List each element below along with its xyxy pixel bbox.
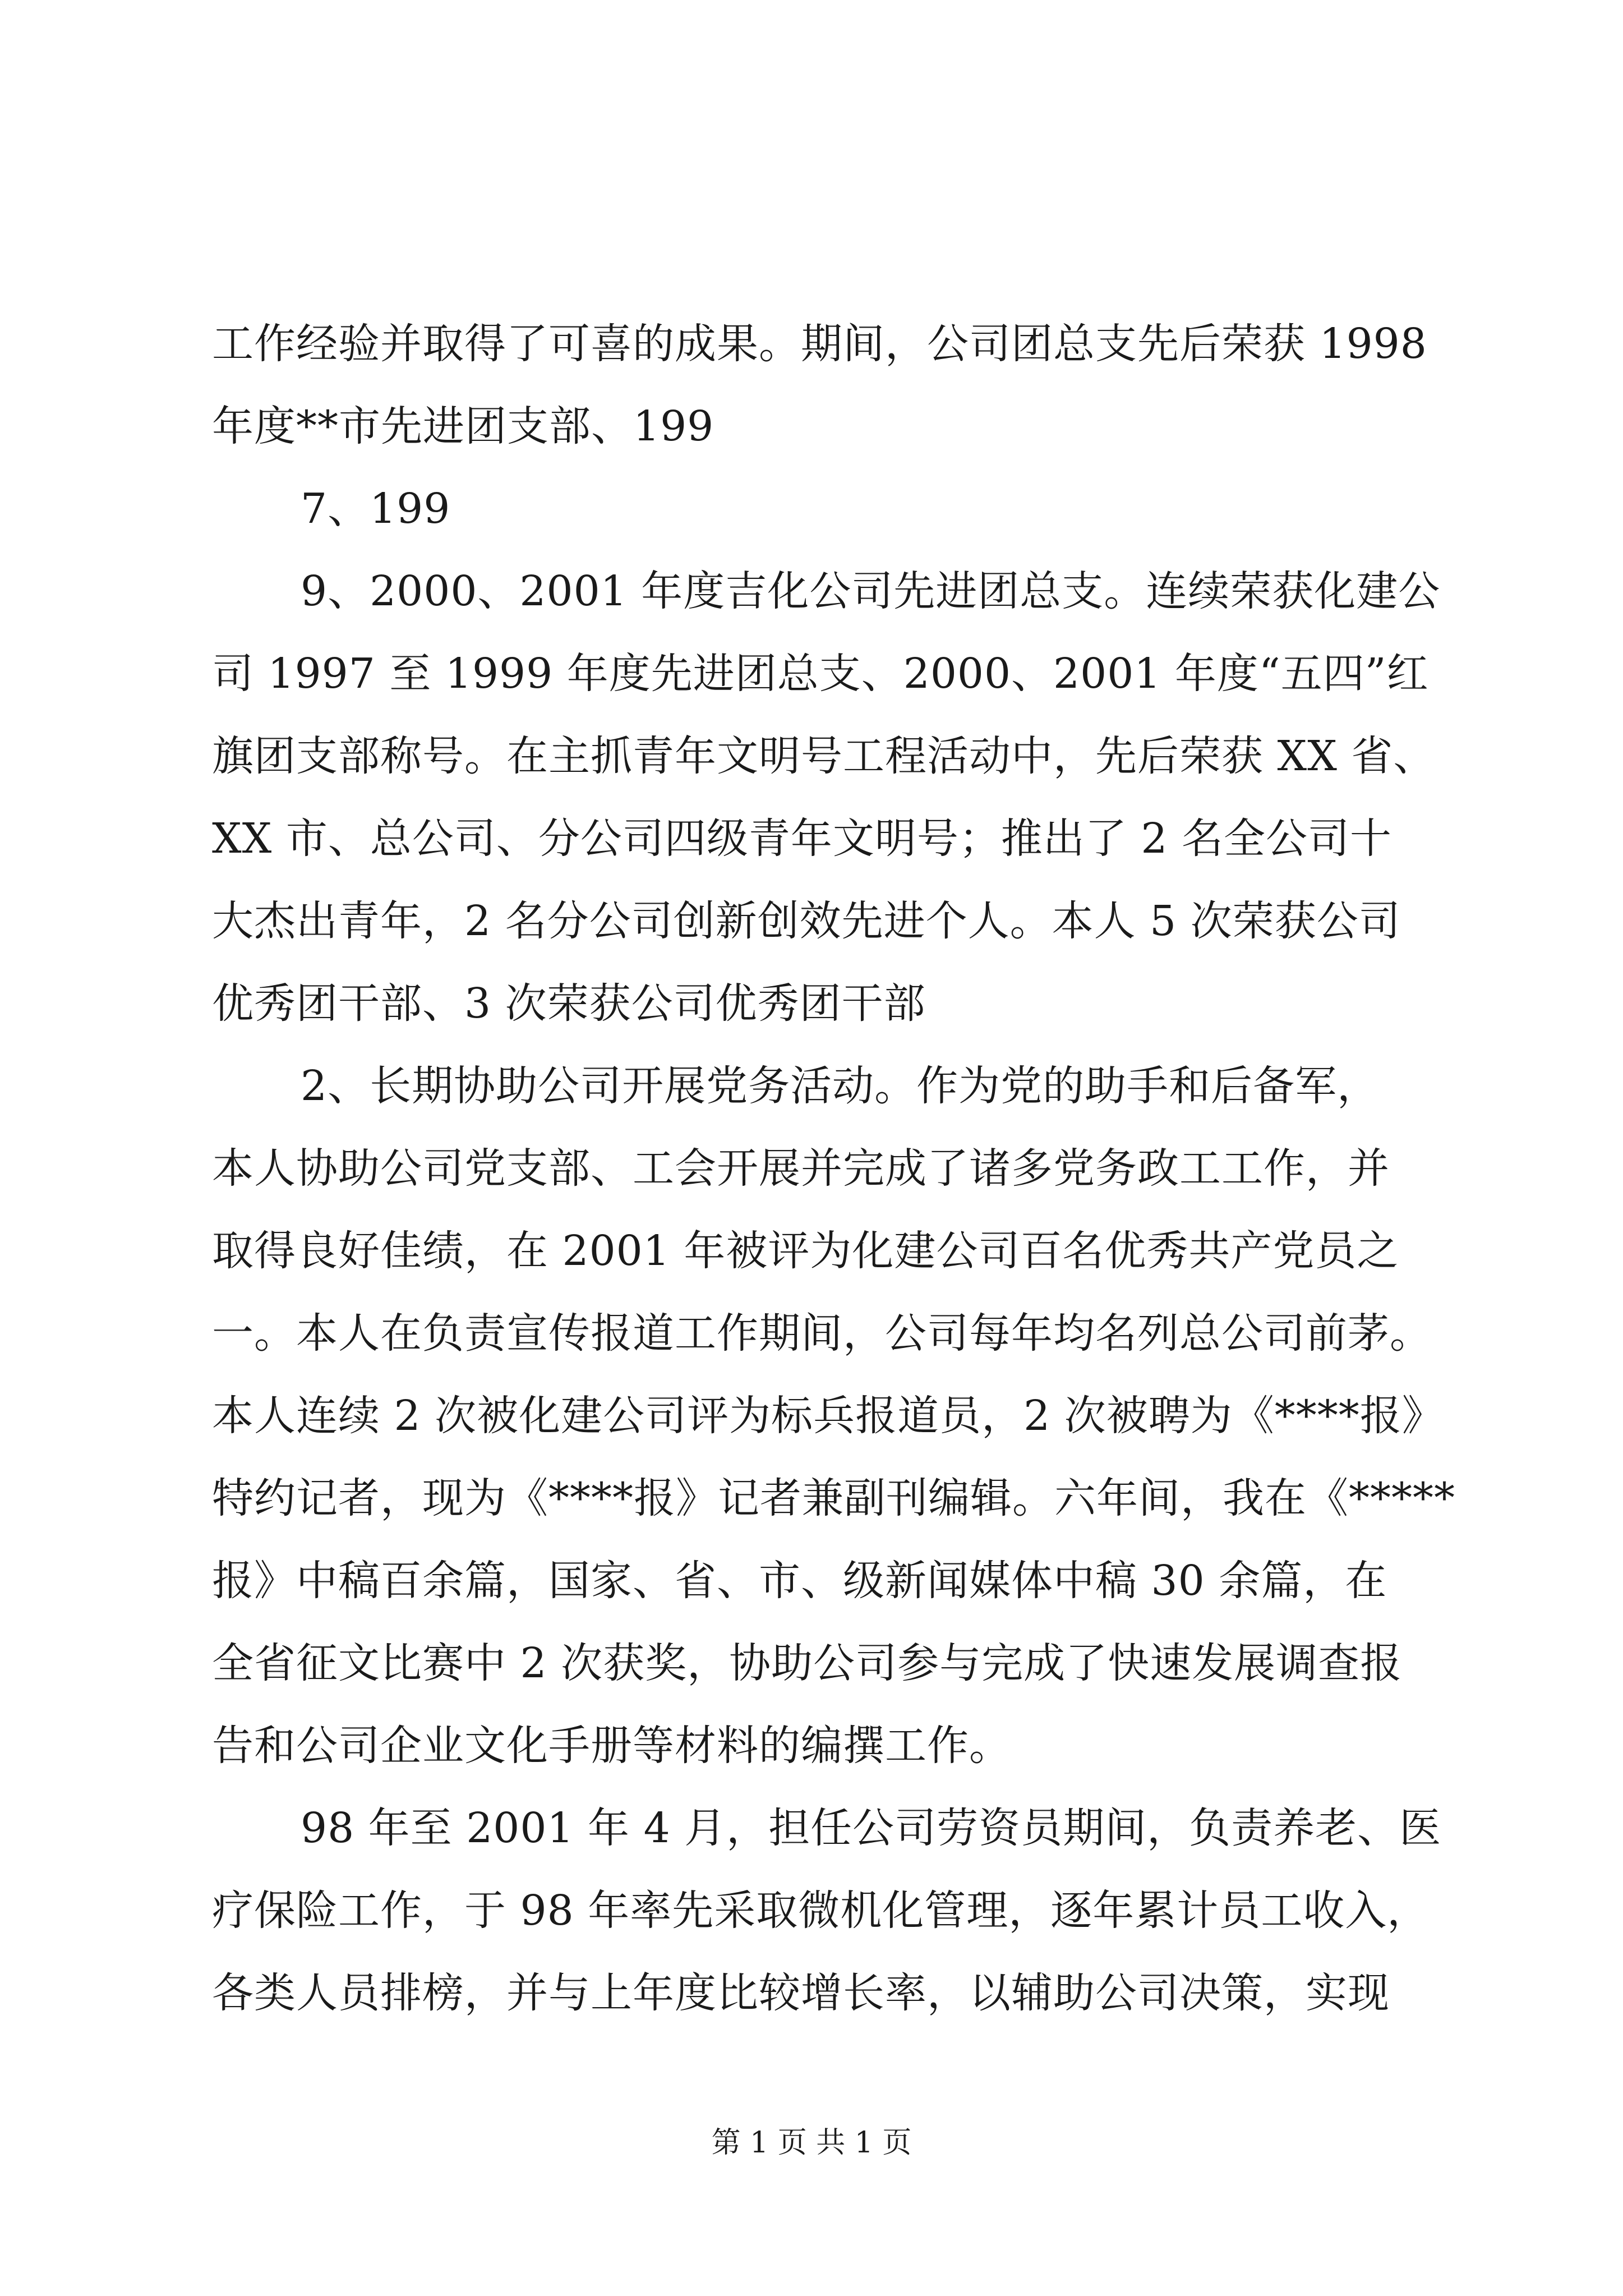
text-line: 工作经验并取得了可喜的成果。期间，公司团总支先后荣获 1998 [212, 320, 1427, 368]
text-line: 一。本人在负责宣传报道工作期间，公司每年均名列总公司前茅。 [212, 1309, 1432, 1358]
text-line: 全省征文比赛中 2 次获奖，协助公司参与完成了快速发展调查报 [212, 1639, 1403, 1687]
text-line: 特约记者，现为《****报》记者兼副刊编辑。六年间，我在《***** [212, 1474, 1455, 1522]
text-line: 大杰出青年，2 名分公司创新创效先进个人。本人 5 次荣获公司 [212, 897, 1401, 945]
text-line: 本人连续 2 次被化建公司评为标兵报道员，2 次被聘为《****报》 [212, 1392, 1444, 1440]
document-body [212, 303, 1455, 2035]
text-line: 98 年至 2001 年 4 月，担任公司劳资员期间，负责养老、医 [301, 1804, 1442, 1852]
text-line: 疗保险工作，于 98 年率先采取微机化管理，逐年累计员工收入， [212, 1887, 1430, 1935]
text-line: 优秀团干部、3 次荣获公司优秀团干部 [212, 979, 926, 1028]
text-line: 取得良好佳绩，在 2001 年被评为化建公司百名优秀共产党员之 [212, 1227, 1399, 1275]
text-line: 旗团支部称号。在主抓青年文明号工程活动中，先后荣获 XX 省、 [212, 732, 1436, 780]
text-line: 报》中稿百余篇，国家、省、市、级新闻媒体中稿 30 余篇，在 [212, 1557, 1387, 1605]
page-number-footer: 第 1 页 共 1 页 [711, 2126, 912, 2160]
text-line: 本人协助公司党支部、工会开展并完成了诸多党务政工工作，并 [212, 1144, 1390, 1193]
text-line: 2、长期协助公司开展党务活动。作为党的助手和后备军， [301, 1062, 1380, 1110]
text-line: 年度**市先进团支部、199 [212, 402, 714, 450]
text-line: 各类人员排榜，并与上年度比较增长率，以辅助公司决策，实现 [212, 1969, 1390, 2017]
text-line: 9、2000、2001 年度吉化公司先进团总支。连续荣获化建公 [301, 567, 1441, 615]
text-line: 司 1997 至 1999 年度先进团总支、2000、2001 年度“五四”红 [212, 650, 1429, 698]
text-line: 告和公司企业文化手册等材料的编撰工作。 [212, 1722, 1011, 1770]
text-line: XX 市、总公司、分公司四级青年文明号；推出了 2 名全公司十 [212, 815, 1393, 863]
text-line: 7、199 [301, 485, 451, 533]
